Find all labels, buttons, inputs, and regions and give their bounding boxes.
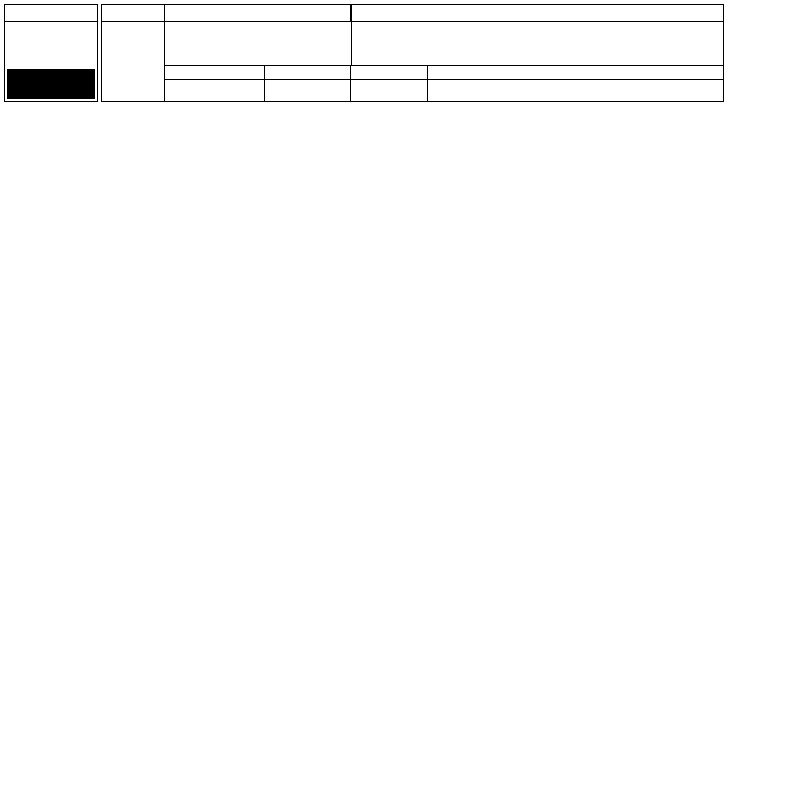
first-listing-badge: [7, 69, 95, 99]
vehicle-info-block: [101, 4, 724, 102]
lot-number-box: [4, 4, 98, 102]
